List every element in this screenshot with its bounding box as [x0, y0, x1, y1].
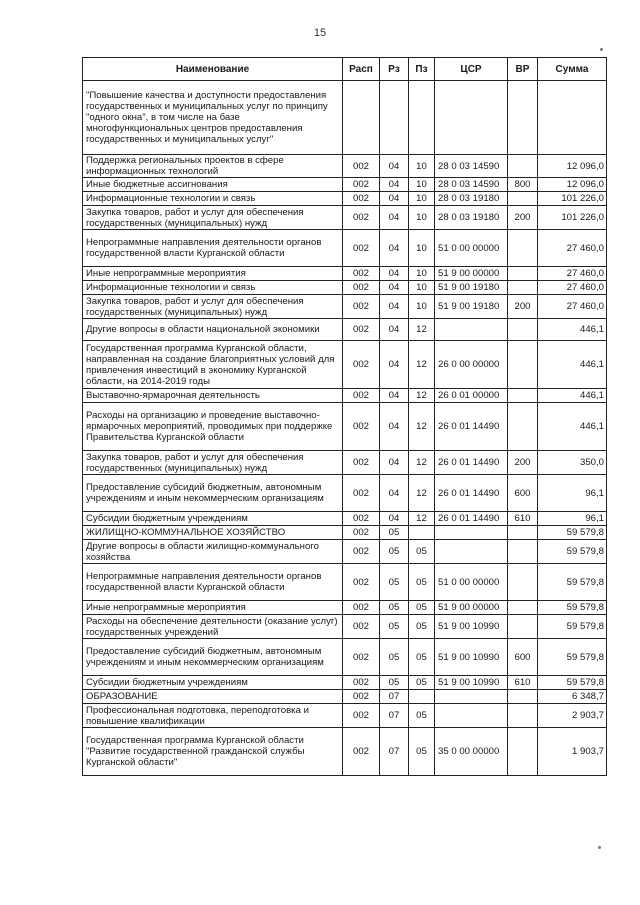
- cell-pz: 10: [409, 192, 435, 206]
- cell-csr: 28 0 03 19180: [435, 192, 508, 206]
- cell-sum: 96,1: [538, 512, 607, 526]
- cell-rz: 07: [380, 690, 409, 704]
- cell-csr: [435, 690, 508, 704]
- cell-csr: 51 9 00 10990: [435, 639, 508, 676]
- table-row: [83, 389, 607, 403]
- cell-rasp: 002: [343, 281, 380, 295]
- cell-sum: 6 348,7: [538, 690, 607, 704]
- cell-rz: 04: [380, 512, 409, 526]
- cell-name: Закупка товаров, работ и услуг для обеспечения государственных (муниципальных) нужд: [83, 206, 343, 230]
- cell-rz: 04: [380, 451, 409, 475]
- cell-vr: [508, 564, 538, 601]
- cell-sum: 1 903,7: [538, 728, 607, 776]
- cell-name: Другие вопросы в области жилищно-коммунального хозяйства: [83, 540, 343, 564]
- cell-rz: 04: [380, 295, 409, 319]
- table-row: [83, 206, 607, 230]
- table-row: [83, 295, 607, 319]
- cell-name: Субсидии бюджетным учреждениям: [83, 512, 343, 526]
- cell-pz: 05: [409, 601, 435, 615]
- cell-vr: [508, 319, 538, 341]
- cell-vr: [508, 281, 538, 295]
- cell-pz: [409, 526, 435, 540]
- cell-rasp: 002: [343, 341, 380, 389]
- cell-name: ОБРАЗОВАНИЕ: [83, 690, 343, 704]
- table-row: [83, 526, 607, 540]
- cell-rasp: 002: [343, 676, 380, 690]
- cell-rasp: 002: [343, 451, 380, 475]
- cell-name: Информационные технологии и связь: [83, 281, 343, 295]
- cell-vr: [508, 704, 538, 728]
- cell-vr: [508, 601, 538, 615]
- cell-vr: [508, 403, 538, 451]
- cell-vr: [508, 155, 538, 178]
- cell-pz: 05: [409, 728, 435, 776]
- cell-csr: 51 9 00 00000: [435, 601, 508, 615]
- cell-sum: 59 579,8: [538, 639, 607, 676]
- table-row: [83, 267, 607, 281]
- header-sum: Сумма: [538, 58, 607, 81]
- cell-pz: 10: [409, 206, 435, 230]
- cell-csr: 26 0 01 14490: [435, 451, 508, 475]
- cell-pz: 12: [409, 451, 435, 475]
- cell-csr: 26 0 00 00000: [435, 341, 508, 389]
- header-csr: ЦСР: [435, 58, 508, 81]
- cell-sum: 59 579,8: [538, 526, 607, 540]
- cell-csr: 51 9 00 19180: [435, 281, 508, 295]
- cell-rz: 05: [380, 639, 409, 676]
- cell-pz: 12: [409, 389, 435, 403]
- table-body: [83, 81, 607, 776]
- cell-csr: 28 0 03 14590: [435, 178, 508, 192]
- cell-pz: 05: [409, 676, 435, 690]
- cell-rz: 04: [380, 230, 409, 267]
- cell-csr: 28 0 03 19180: [435, 206, 508, 230]
- cell-rasp: 002: [343, 267, 380, 281]
- cell-rz: 04: [380, 389, 409, 403]
- cell-csr: 51 9 00 00000: [435, 267, 508, 281]
- cell-csr: 26 0 01 14490: [435, 512, 508, 526]
- cell-csr: 26 0 01 00000: [435, 389, 508, 403]
- page-number: 15: [313, 27, 327, 39]
- cell-pz: [409, 690, 435, 704]
- cell-name: Информационные технологии и связь: [83, 192, 343, 206]
- cell-rasp: 002: [343, 728, 380, 776]
- cell-rz: 04: [380, 178, 409, 192]
- budget-table: [82, 57, 607, 776]
- header-vr: ВР: [508, 58, 538, 81]
- table-row: [83, 704, 607, 728]
- cell-rasp: 002: [343, 192, 380, 206]
- cell-csr: 51 0 00 00000: [435, 230, 508, 267]
- cell-pz: 05: [409, 564, 435, 601]
- cell-sum: 2 903,7: [538, 704, 607, 728]
- cell-pz: 05: [409, 704, 435, 728]
- table-row: [83, 281, 607, 295]
- table-row: [83, 676, 607, 690]
- cell-vr: 600: [508, 475, 538, 512]
- cell-rasp: 002: [343, 704, 380, 728]
- table-row: [83, 155, 607, 178]
- cell-vr: [508, 81, 538, 155]
- table-row: [83, 319, 607, 341]
- cell-pz: 10: [409, 230, 435, 267]
- cell-name: Предоставление субсидий бюджетным, автономным учреждениям и иным некоммерческим организациям: [83, 475, 343, 512]
- cell-rz: 04: [380, 403, 409, 451]
- cell-name: Расходы на обеспечение деятельности (оказание услуг) государственных учреждений: [83, 615, 343, 639]
- cell-pz: 10: [409, 267, 435, 281]
- cell-sum: 27 460,0: [538, 281, 607, 295]
- cell-rasp: 002: [343, 564, 380, 601]
- cell-sum: 101 226,0: [538, 206, 607, 230]
- table-row: [83, 403, 607, 451]
- cell-name: Выставочно-ярмарочная деятельность: [83, 389, 343, 403]
- cell-rz: 04: [380, 155, 409, 178]
- cell-name: Иные непрограммные мероприятия: [83, 601, 343, 615]
- cell-pz: 10: [409, 178, 435, 192]
- cell-sum: 446,1: [538, 319, 607, 341]
- cell-rz: 05: [380, 564, 409, 601]
- cell-vr: [508, 192, 538, 206]
- table-row: [83, 512, 607, 526]
- cell-vr: [508, 690, 538, 704]
- cell-sum: 446,1: [538, 403, 607, 451]
- cell-rasp: 002: [343, 178, 380, 192]
- cell-vr: 800: [508, 178, 538, 192]
- table-row: [83, 341, 607, 389]
- cell-pz: 05: [409, 540, 435, 564]
- cell-vr: 600: [508, 639, 538, 676]
- cell-csr: 51 9 00 19180: [435, 295, 508, 319]
- header-pz: Пз: [409, 58, 435, 81]
- cell-sum: 101 226,0: [538, 192, 607, 206]
- cell-name: Поддержка региональных проектов в сфере информационных технологий: [83, 155, 343, 178]
- cell-rasp: 002: [343, 295, 380, 319]
- cell-sum: 96,1: [538, 475, 607, 512]
- cell-pz: 05: [409, 639, 435, 676]
- cell-rasp: 002: [343, 639, 380, 676]
- cell-rasp: 002: [343, 155, 380, 178]
- table-row: [83, 540, 607, 564]
- cell-vr: [508, 389, 538, 403]
- cell-sum: 446,1: [538, 341, 607, 389]
- table-row: [83, 564, 607, 601]
- cell-rasp: [343, 81, 380, 155]
- cell-sum: 59 579,8: [538, 676, 607, 690]
- cell-name: Расходы на организацию и проведение выставочно-ярмарочных мероприятий, проводимых при поддержке Правительства Курганской области: [83, 403, 343, 451]
- cell-pz: 12: [409, 475, 435, 512]
- cell-sum: 27 460,0: [538, 230, 607, 267]
- cell-rz: 04: [380, 206, 409, 230]
- table-row: [83, 178, 607, 192]
- cell-rasp: 002: [343, 403, 380, 451]
- cell-pz: 10: [409, 281, 435, 295]
- cell-name: Профессиональная подготовка, переподготовка и повышение квалификации: [83, 704, 343, 728]
- cell-sum: 12 096,0: [538, 155, 607, 178]
- table-row: [83, 639, 607, 676]
- cell-vr: [508, 341, 538, 389]
- table-row: [83, 690, 607, 704]
- table-row: [83, 192, 607, 206]
- table-row: [83, 81, 607, 155]
- cell-rz: 05: [380, 615, 409, 639]
- table-row: [83, 230, 607, 267]
- cell-name: Иные бюджетные ассигнования: [83, 178, 343, 192]
- cell-name: Закупка товаров, работ и услуг для обеспечения государственных (муниципальных) нужд: [83, 451, 343, 475]
- cell-rz: 07: [380, 704, 409, 728]
- cell-vr: [508, 728, 538, 776]
- cell-sum: 59 579,8: [538, 601, 607, 615]
- cell-name: Закупка товаров, работ и услуг для обеспечения государственных (муниципальных) нужд: [83, 295, 343, 319]
- cell-rasp: 002: [343, 389, 380, 403]
- table-row: [83, 615, 607, 639]
- cell-pz: 12: [409, 512, 435, 526]
- cell-rz: 04: [380, 319, 409, 341]
- table-row: [83, 475, 607, 512]
- cell-vr: 610: [508, 512, 538, 526]
- cell-vr: 200: [508, 451, 538, 475]
- cell-csr: 35 0 00 00000: [435, 728, 508, 776]
- cell-csr: [435, 526, 508, 540]
- cell-rz: 04: [380, 281, 409, 295]
- cell-name: Другие вопросы в области национальной экономики: [83, 319, 343, 341]
- cell-vr: 200: [508, 206, 538, 230]
- cell-rz: 05: [380, 676, 409, 690]
- cell-vr: 610: [508, 676, 538, 690]
- cell-pz: 05: [409, 615, 435, 639]
- table-row: [83, 728, 607, 776]
- header-rz: Рз: [380, 58, 409, 81]
- cell-name: Субсидии бюджетным учреждениям: [83, 676, 343, 690]
- cell-rz: [380, 81, 409, 155]
- cell-sum: 59 579,8: [538, 564, 607, 601]
- table-header-row: [83, 58, 607, 81]
- cell-rz: 04: [380, 267, 409, 281]
- cell-rz: 04: [380, 192, 409, 206]
- cell-vr: [508, 526, 538, 540]
- cell-name: Государственная программа Курганской области, направленная на создание благоприятных условий для привлечения инвестиций в экономику Курганской области, на 2014-2019 годы: [83, 341, 343, 389]
- cell-rasp: 002: [343, 615, 380, 639]
- cell-csr: [435, 81, 508, 155]
- cell-name: Предоставление субсидий бюджетным, автономным учреждениям и иным некоммерческим организациям: [83, 639, 343, 676]
- table-row: [83, 451, 607, 475]
- cell-sum: 59 579,8: [538, 540, 607, 564]
- cell-rasp: 002: [343, 206, 380, 230]
- scan-speck: [598, 846, 601, 849]
- cell-csr: [435, 704, 508, 728]
- cell-sum: 59 579,8: [538, 615, 607, 639]
- cell-name: Непрограммные направления деятельности органов государственной власти Курганской области: [83, 564, 343, 601]
- cell-rz: 04: [380, 475, 409, 512]
- cell-sum: [538, 81, 607, 155]
- cell-pz: 12: [409, 341, 435, 389]
- cell-vr: [508, 540, 538, 564]
- cell-rasp: 002: [343, 512, 380, 526]
- scan-speck: [600, 48, 603, 51]
- cell-csr: 51 9 00 10990: [435, 615, 508, 639]
- cell-vr: [508, 267, 538, 281]
- cell-rasp: 002: [343, 601, 380, 615]
- cell-pz: [409, 81, 435, 155]
- cell-vr: [508, 230, 538, 267]
- table-row: [83, 601, 607, 615]
- cell-rz: 07: [380, 728, 409, 776]
- cell-rz: 04: [380, 341, 409, 389]
- cell-csr: 26 0 01 14490: [435, 403, 508, 451]
- cell-sum: 446,1: [538, 389, 607, 403]
- cell-vr: [508, 615, 538, 639]
- cell-pz: 12: [409, 403, 435, 451]
- cell-csr: 26 0 01 14490: [435, 475, 508, 512]
- cell-name: ЖИЛИЩНО-КОММУНАЛЬНОЕ ХОЗЯЙСТВО: [83, 526, 343, 540]
- cell-name: "Повышение качества и доступности предоставления государственных и муниципальных услуг по принципу "одного окна", в том числе на базе многофункциональных центров предоставления государственных и муниципальных услуг": [83, 81, 343, 155]
- cell-sum: 27 460,0: [538, 267, 607, 281]
- header-rasp: Расп: [343, 58, 380, 81]
- cell-csr: [435, 319, 508, 341]
- cell-rasp: 002: [343, 690, 380, 704]
- cell-sum: 27 460,0: [538, 295, 607, 319]
- cell-csr: 51 9 00 10990: [435, 676, 508, 690]
- cell-rasp: 002: [343, 540, 380, 564]
- cell-rasp: 002: [343, 526, 380, 540]
- cell-rasp: 002: [343, 475, 380, 512]
- cell-csr: [435, 540, 508, 564]
- header-name: Наименование: [83, 58, 343, 81]
- cell-rz: 05: [380, 540, 409, 564]
- cell-rasp: 002: [343, 319, 380, 341]
- cell-pz: 10: [409, 295, 435, 319]
- cell-rasp: 002: [343, 230, 380, 267]
- cell-vr: 200: [508, 295, 538, 319]
- cell-pz: 10: [409, 155, 435, 178]
- cell-sum: 350,0: [538, 451, 607, 475]
- cell-name: Непрограммные направления деятельности органов государственной власти Курганской области: [83, 230, 343, 267]
- cell-rz: 05: [380, 526, 409, 540]
- cell-name: Иные непрограммные мероприятия: [83, 267, 343, 281]
- cell-csr: 28 0 03 14590: [435, 155, 508, 178]
- cell-csr: 51 0 00 00000: [435, 564, 508, 601]
- cell-pz: 12: [409, 319, 435, 341]
- cell-name: Государственная программа Курганской области "Развитие государственной гражданской службы Курганской области": [83, 728, 343, 776]
- cell-sum: 12 096,0: [538, 178, 607, 192]
- cell-rz: 05: [380, 601, 409, 615]
